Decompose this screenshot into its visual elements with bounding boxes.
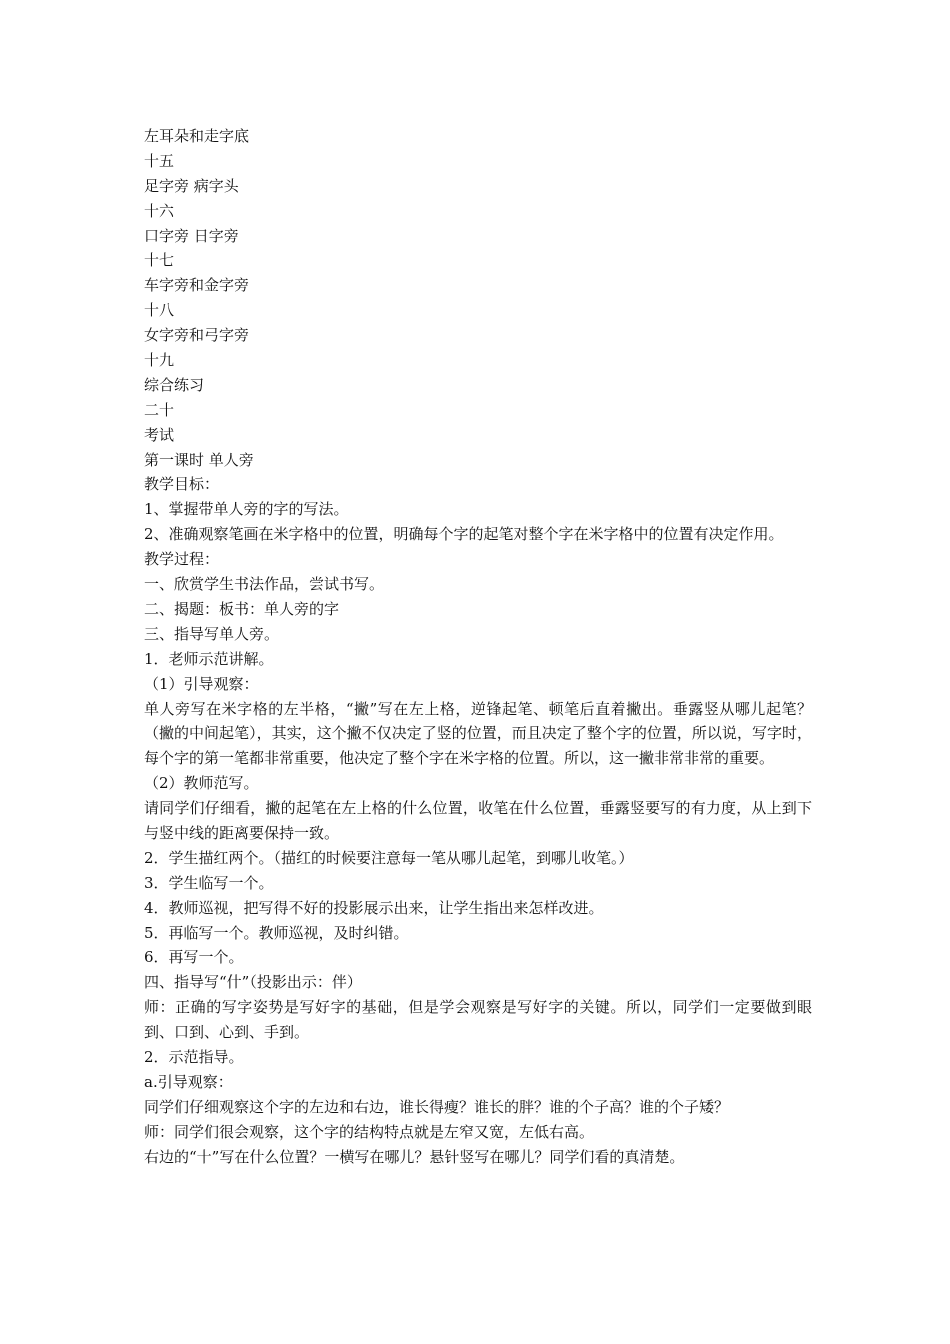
text-line: （2）教师范写。: [144, 774, 259, 793]
text-line: 二、揭题：板书：单人旁的字: [144, 599, 340, 618]
text-line: 一、欣赏学生书法作品，尝试书写。: [144, 575, 385, 594]
text-line: 1．老师示范讲解。: [144, 649, 274, 668]
text-line: 2．学生描红两个。（描红的时候要注意每一笔从哪儿起笔，到哪儿收笔。）: [144, 848, 634, 867]
text-line: 同学们仔细观察这个字的左边和右边，谁长得瘦？谁长的胖？谁的个子高？谁的个子矮？: [144, 1097, 730, 1116]
paragraph: 师：正确的写字姿势是写好字的基础，但是学会观察是写好字的关键。所以，同学们一定要做到眼到、口到、心到、手到。: [144, 998, 812, 1042]
section-heading: 教学过程：: [144, 550, 220, 569]
document-body: [144, 124, 812, 1170]
text-line: 4．教师巡视，把写得不好的投影展示出来，让学生指出来怎样改进。: [144, 898, 604, 917]
text-line: 5．再临写一个。教师巡视，及时纠错。: [144, 923, 409, 942]
text-line: 2．示范指导。: [144, 1048, 244, 1067]
text-line: 十九: [144, 351, 175, 370]
text-line: 十七: [144, 251, 175, 270]
text-line: 6．再写一个。: [144, 948, 244, 967]
text-line: 右边的“十”写在什么位置？一横写在哪儿？悬针竖写在哪儿？同学们看的真清楚。: [144, 1147, 685, 1166]
text-line: 综合练习: [144, 375, 205, 394]
text-line: 考试: [144, 425, 175, 444]
text-line: 十八: [144, 301, 175, 320]
text-line: 师：同学们很会观察，这个字的结构特点就是左窄又宽，左低右高。: [144, 1122, 595, 1141]
lesson-title: 第一课时 单人旁: [144, 450, 254, 469]
text-line: 1、掌握带单人旁的字的写法。: [144, 500, 349, 519]
section-heading: 教学目标：: [144, 475, 220, 494]
paragraph: 单人旁写在米字格的左半格，“撇”写在左上格，逆锋起笔、顿笔后直着撇出。垂露竖从哪儿起笔？（撇的中间起笔），其实，这个撇不仅决定了竖的位置，而且决定了整个字的位置，所以说，写字时，每个字的第一笔都非常重要，他决定了整个字在米字格的位置。所以，这一撇非常非常的重要。: [144, 699, 812, 768]
text-line: 二十: [144, 400, 175, 419]
text-line: （1）引导观察：: [144, 674, 259, 693]
text-line: 十五: [144, 151, 175, 170]
text-line: 口字旁 日字旁: [144, 226, 239, 245]
text-line: 女字旁和弓字旁: [144, 326, 250, 345]
text-line: 足字旁 病字头: [144, 176, 239, 195]
text-line: 左耳朵和走字底: [144, 127, 250, 145]
text-line: a.引导观察：: [144, 1072, 233, 1091]
text-line: 车字旁和金字旁: [144, 276, 250, 295]
paragraph: 请同学们仔细看，撇的起笔在左上格的什么位置，收笔在什么位置，垂露竖要写的有力度，从上到下与竖中线的距离要保持一致。: [144, 799, 812, 843]
text-line: 四、指导写“什”（投影出示：伴）: [144, 973, 362, 992]
text-line: 三、指导写单人旁。: [144, 624, 280, 643]
paragraph: 2、准确观察笔画在米字格中的位置，明确每个字的起笔对整个字在米字格中的位置有决定作用。: [144, 525, 784, 544]
text-line: 3．学生临写一个。: [144, 873, 274, 892]
text-line: 十六: [144, 201, 175, 220]
